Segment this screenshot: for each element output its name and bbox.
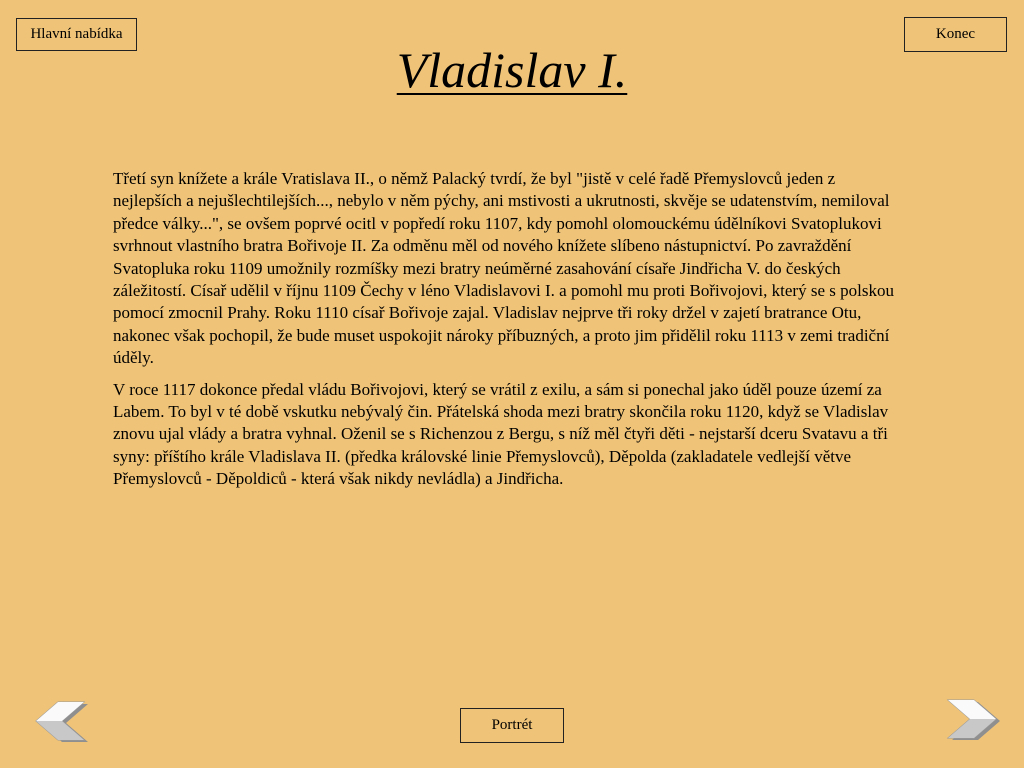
page-title xyxy=(0,38,1024,102)
main-menu-button[interactable]: Hlavní nabídka xyxy=(16,18,137,51)
article-body xyxy=(113,168,908,500)
portrait-button[interactable]: Portrét xyxy=(460,708,564,743)
previous-page-button[interactable] xyxy=(26,700,90,746)
page-title-text: Vladislav I. xyxy=(396,42,628,98)
right-arrow-icon xyxy=(946,698,1010,744)
next-page-button[interactable] xyxy=(946,698,1010,744)
paragraph: V roce 1117 dokonce předal vládu Bořivojovi, který se vrátil z exilu, a sám si ponechal jako úděl pouze území za Labem. To byl v té době vskutku nebývalý čin. Přátelská shoda mezi bratry skončila roku 1120, když se Vladislav znovu ujal vlády a bratra vyhnal. Oženil se s Richenzou z Bergu, s níž měl čtyři děti - nejstarší dceru Svatavu a tři syny: příštího krále Vladislava II. (předka královské linie Přemyslovců), Děpolda (zakladatele vedlejší větve Přemyslovců - Děpoldiců - která však nikdy nevládla) a Jindřicha. xyxy=(113,379,889,489)
end-button[interactable]: Konec xyxy=(904,17,1007,52)
left-arrow-icon xyxy=(26,700,90,746)
paragraph: Třetí syn knížete a krále Vratislava II., o němž Palacký tvrdí, že byl "jistě v celé řadě Přemyslovců jeden z nejlepších a nejušlechtilejších..., nebylo v něm pýchy, ani mstivosti a ukrutnosti, skvěje se udatenstvím, nemiloval předce války...", se ovšem poprvé ocitl v popředí roku 1107, kdy pomohl olomouckému údělníkovi Svatoplukovi svrhnout vlastního bratra Bořivoje II. Za odměnu měl od nového knížete slíbeno nástupnictví. Po zavraždění Svatopluka roku 1109 umožnily rozmíšky mezi bratry neúměrné zasahování císaře Jindřicha V. do českých záležitostí. Císař udělil v říjnu 1109 Čechy v léno Vladislavovi I. a pomohl mu proti Bořivojovi, který se s polskou pomocí zmocnil Prahy. Roku 1110 císař Bořivoje zajal. Vladislav nejprve tři roky držel v zajetí bratrance Otu, nakonec však pochopil, že bude muset uspokojit nároky příbuzných, a proto jim přidělil roku 1113 v zemi tradiční úděly. xyxy=(113,169,894,368)
